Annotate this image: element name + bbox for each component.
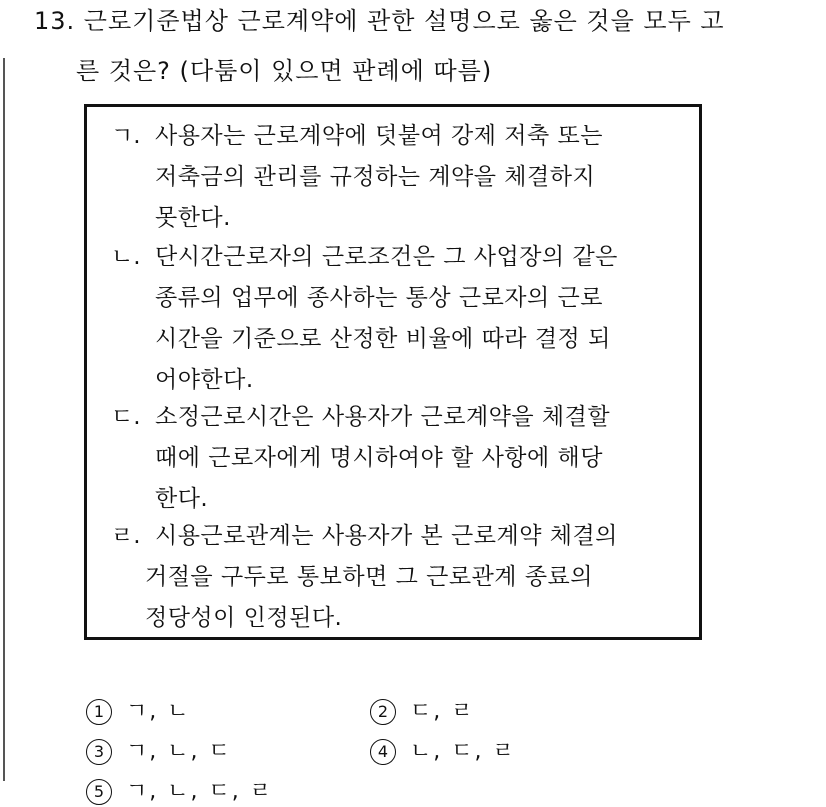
choice-number-circle: 5 xyxy=(86,779,112,805)
statement-line: 단시간근로자의 근로조건은 그 사업장의 같은 xyxy=(155,244,618,270)
statement-line: 사용자는 근로계약에 덧붙여 강제 저축 또는 xyxy=(155,123,603,149)
choice-number-circle: 3 xyxy=(86,739,112,765)
statement-line: 종류의 업무에 종사하는 통상 근로자의 근로 xyxy=(155,285,603,311)
statement-marker: ㄹ. xyxy=(111,523,141,549)
statement-line: 소정근로시간은 사용자가 근로계약을 체결할 xyxy=(155,404,611,430)
choice-text: ㄱ, ㄴ xyxy=(126,699,191,724)
choice-number-circle: 4 xyxy=(370,739,396,765)
choice-text: ㄷ, ㄹ xyxy=(410,699,475,724)
answer-choice-5[interactable] xyxy=(72,747,273,807)
choice-number-circle: 2 xyxy=(370,699,396,725)
statement-line: 저축금의 관리를 규정하는 계약을 체결하지 xyxy=(155,164,596,190)
choice-text: ㄴ, ㄷ, ㄹ xyxy=(410,739,516,764)
statement-line: 정당성이 인정된다. xyxy=(145,605,343,631)
statement-line: 거절을 구두로 통보하면 그 근로관계 종료의 xyxy=(145,564,593,590)
choice-number-circle: 1 xyxy=(86,699,112,725)
statement-marker: ㄷ. xyxy=(111,404,141,430)
left-margin-rule xyxy=(3,58,5,781)
statement-line: 한다. xyxy=(155,486,209,512)
choice-text: ㄱ, ㄴ, ㄷ, ㄹ xyxy=(126,779,273,804)
statement-marker: ㄱ. xyxy=(111,123,141,149)
answer-choice-4[interactable] xyxy=(356,707,516,767)
statement-line: 어야한다. xyxy=(155,367,254,393)
choice-text: ㄱ, ㄴ, ㄷ xyxy=(126,739,232,764)
statement-line: 때에 근로자에게 명시하여야 할 사항에 해당 xyxy=(155,445,603,471)
question-stem-line-2: 른 것은? (다툼이 있으면 판례에 따름) xyxy=(76,57,493,85)
statement-box xyxy=(84,104,702,640)
statement-marker: ㄴ. xyxy=(111,244,141,270)
statement-line: 시간을 기준으로 산정한 비율에 따라 결정 되 xyxy=(155,326,611,352)
statement-line: 시용근로관계는 사용자가 본 근로계약 체결의 xyxy=(155,523,618,549)
question-stem-line-1: 13. 근로기준법상 근로계약에 관한 설명으로 옳은 것을 모두 고 xyxy=(34,7,725,35)
statement-line: 못한다. xyxy=(155,205,231,231)
